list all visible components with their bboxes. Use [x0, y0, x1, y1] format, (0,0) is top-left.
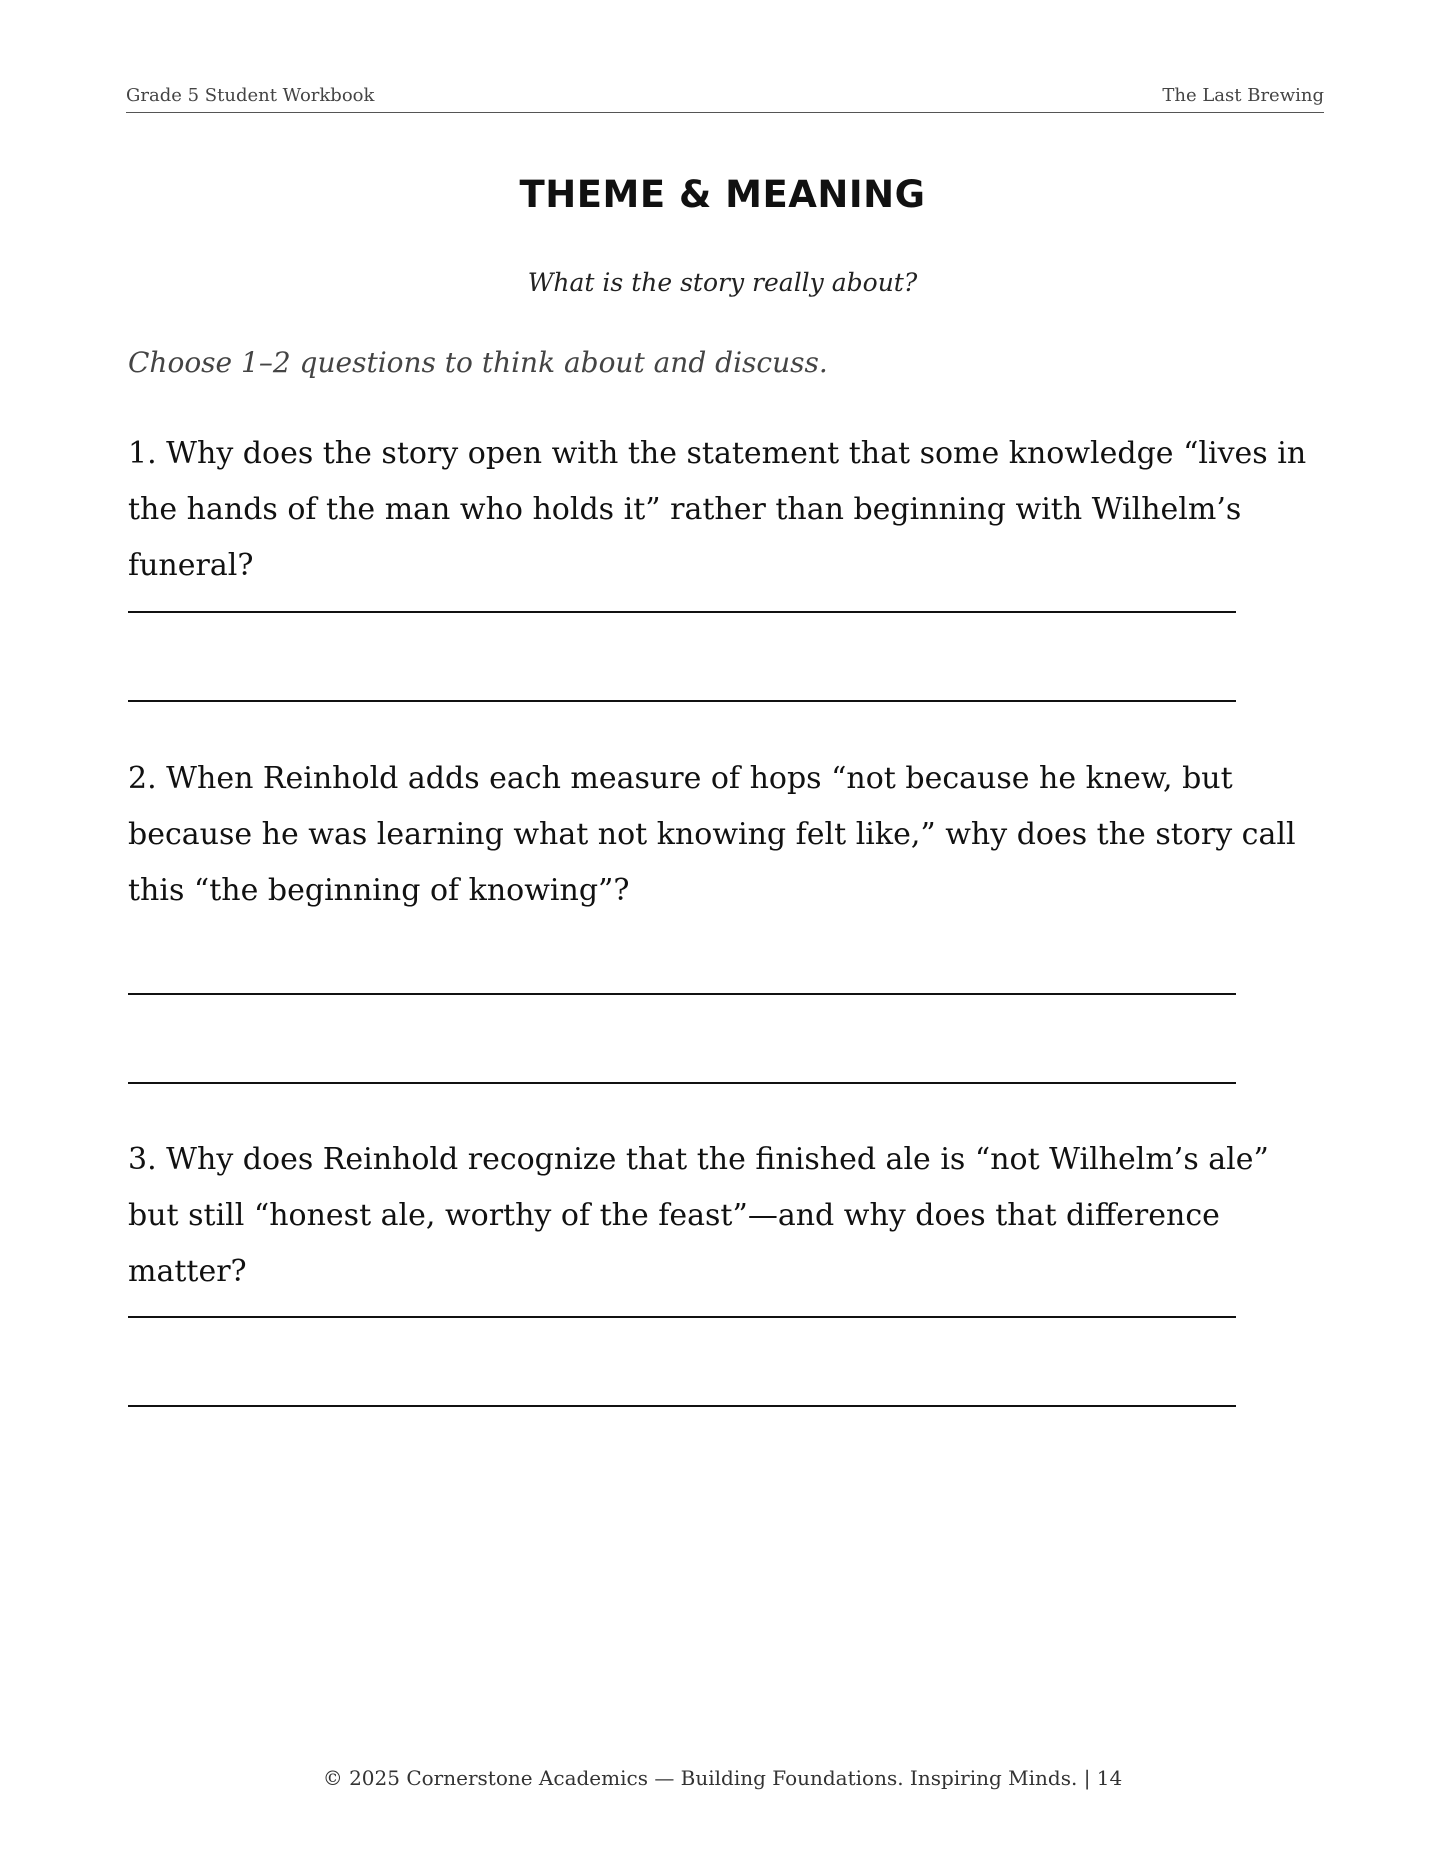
answer-line-1b[interactable]	[128, 700, 1236, 702]
page-subtitle: What is the story really about?	[527, 268, 918, 297]
question-2: 2. When Reinhold adds each measure of hops “not because he knew, but because he was learning what not knowing felt like,” why does the story call this “the beginning of knowing”?	[128, 761, 1296, 908]
instructions: Choose 1–2 questions to think about and discuss.	[128, 346, 828, 379]
question-3: 3. Why does Reinhold recognize that the finished ale is “not Wilhelm’s ale” but still “honest ale, worthy of the feast”—and why does that difference matter?	[128, 1142, 1269, 1289]
page-title: THEME & MEANING	[519, 173, 926, 216]
answer-line-3b[interactable]	[128, 1405, 1236, 1407]
page-footer: © 2025 Cornerstone Academics — Building Foundations. Inspiring Minds. | 14	[322, 1766, 1123, 1790]
answer-line-1a[interactable]	[128, 611, 1236, 613]
header-story-title: The Last Brewing	[1162, 85, 1324, 106]
running-header	[126, 82, 1324, 113]
header-workbook-title: Grade 5 Student Workbook	[126, 85, 375, 106]
question-1: 1. Why does the story open with the statement that some knowledge “lives in the hands of the man who holds it” rather than beginning with Wilhelm’s funeral?	[128, 436, 1307, 583]
answer-line-2b[interactable]	[128, 1082, 1236, 1084]
answer-line-3a[interactable]	[128, 1316, 1236, 1318]
answer-line-2a[interactable]	[128, 993, 1236, 995]
